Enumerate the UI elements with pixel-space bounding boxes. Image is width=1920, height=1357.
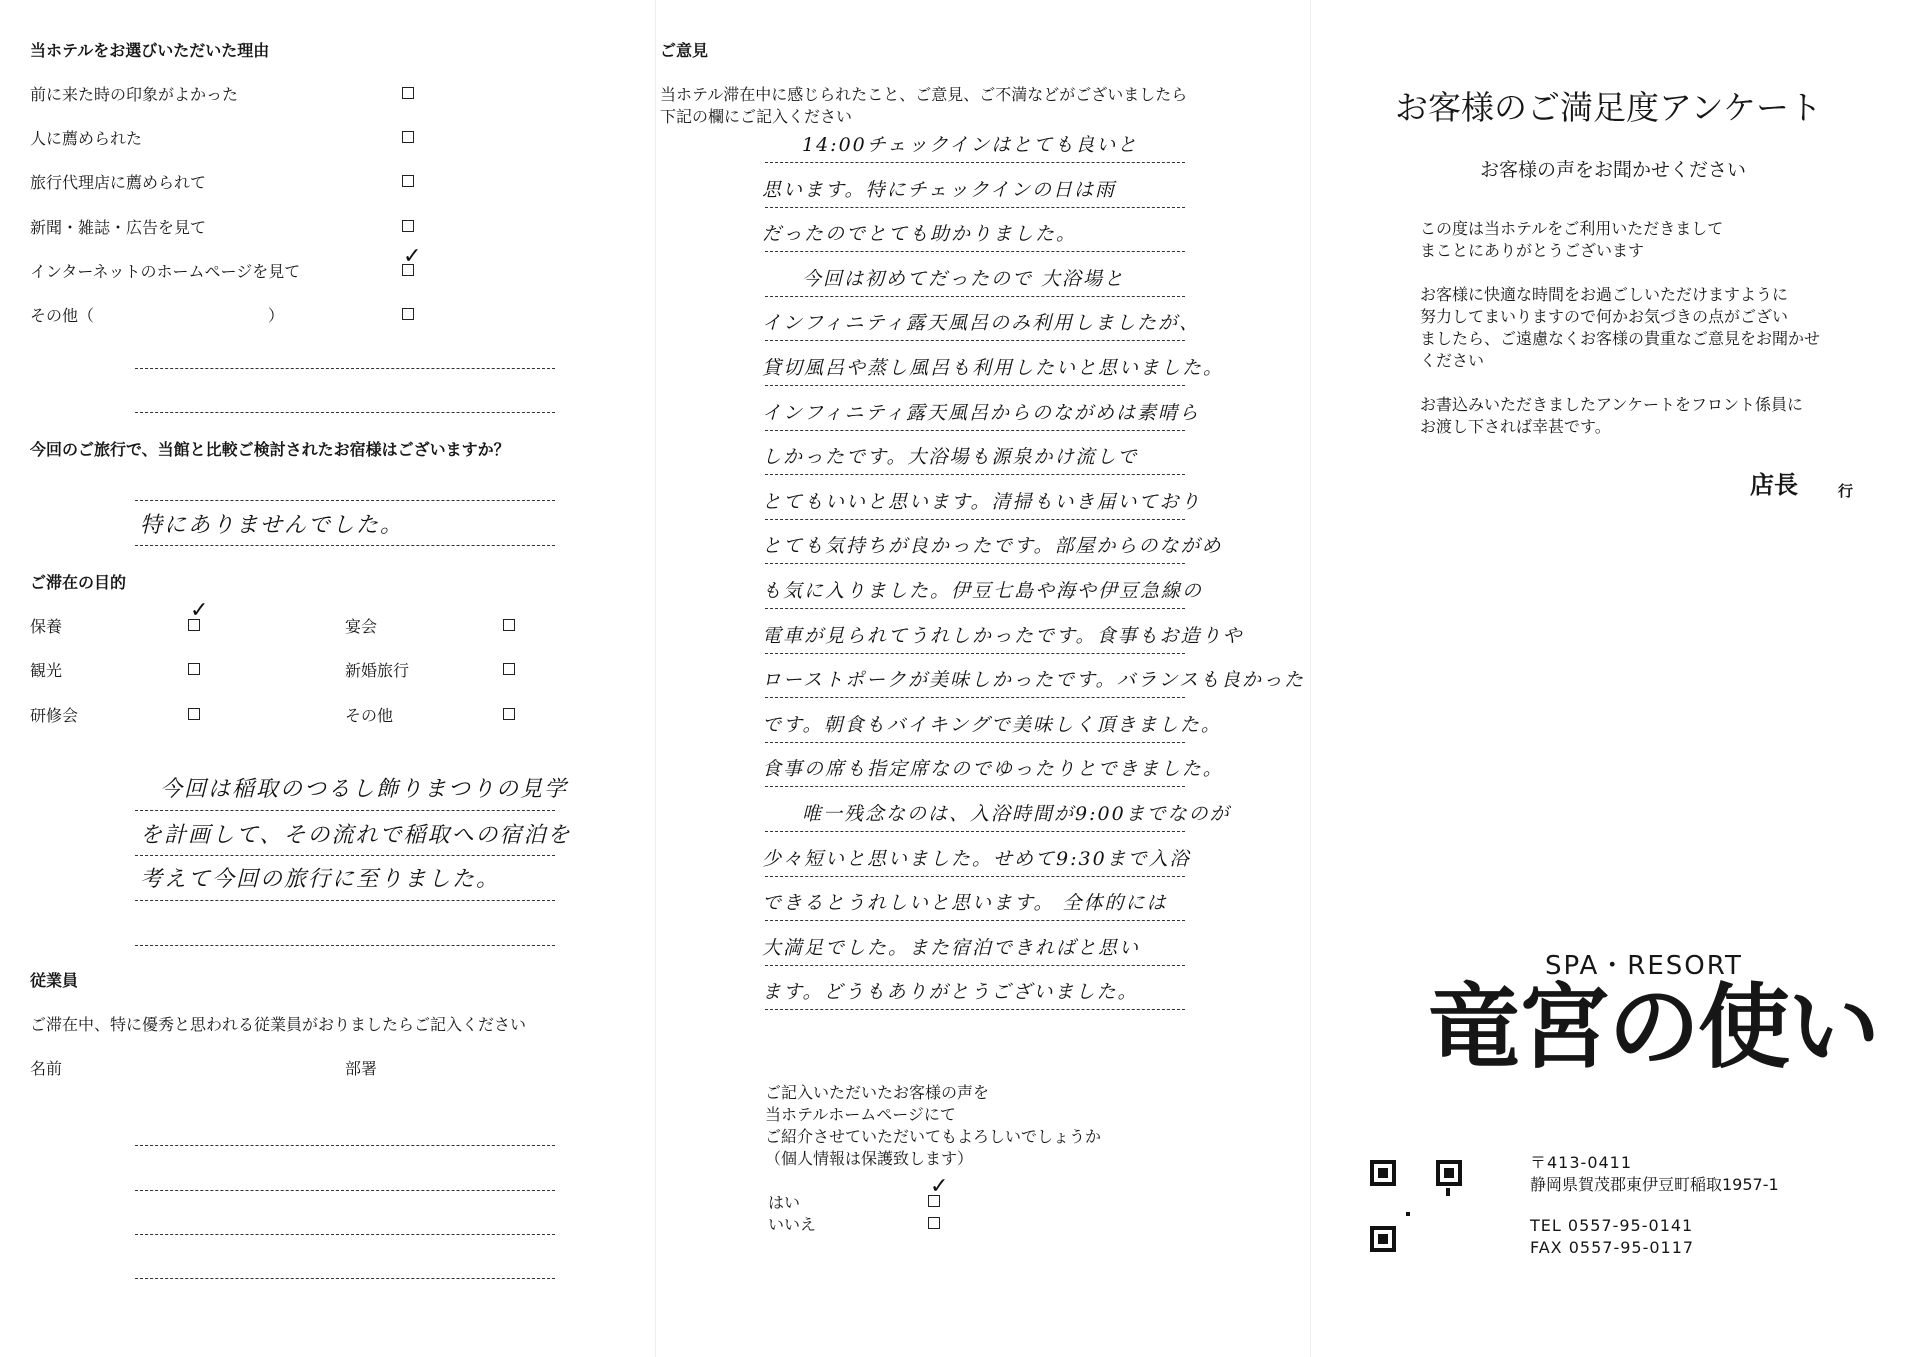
survey-subtitle: お客様の声をお聞かせください (1480, 159, 1747, 181)
reason-checkbox[interactable] (402, 175, 414, 187)
write-line[interactable] (135, 1190, 555, 1191)
opinion-handwritten-line: できるとうれしいと思います。 全体的には (762, 892, 1168, 915)
intro-line: お渡し下されば幸甚です。 (1420, 417, 1611, 436)
opinion-desc-line: 当ホテル滞在中に感じられたこと、ご意見、ご不満などがございましたら (660, 85, 1188, 104)
reason-checkbox[interactable] (402, 308, 414, 320)
write-line[interactable] (765, 385, 1185, 386)
purpose-item-label: 観光 (30, 661, 63, 680)
write-line[interactable] (765, 965, 1185, 966)
reason-heading: 当ホテルをお選びいただいた理由 (30, 41, 270, 60)
opinion-handwritten-line: インフィニティ露天風呂からのながめは素晴ら (762, 401, 1200, 424)
opinion-handwritten-line: 電車が見られてうれしかったです。食事もお造りや (762, 624, 1244, 647)
intro-line: お書込みいただきましたアンケートをフロント係員に (1420, 395, 1804, 414)
write-line[interactable] (135, 1278, 555, 1279)
purpose-item-label: 新婚旅行 (345, 661, 410, 680)
write-line[interactable] (765, 1009, 1185, 1010)
opinion-handwritten-line: しかったです。大浴場も源泉かけ流しで (762, 446, 1139, 469)
consent-line: ご記入いただいたお客様の声を (765, 1083, 990, 1102)
reason-item-label: 前に来た時の印象がよかった (30, 85, 239, 104)
purpose-item-label: 研修会 (30, 706, 79, 725)
purpose-item-label: 宴会 (345, 617, 378, 636)
write-line[interactable] (765, 831, 1185, 832)
consent-no-label: いいえ (768, 1215, 817, 1234)
intro-line: ください (1420, 351, 1485, 370)
addressee-name: 店長 (1750, 470, 1798, 499)
tel-number: TEL 0557-95-0141 (1530, 1216, 1694, 1235)
write-line[interactable] (765, 296, 1185, 297)
write-line[interactable] (765, 876, 1185, 877)
opinion-handwritten-line: インフィニティ露天風呂のみ利用しましたが、 (762, 312, 1200, 335)
opinion-handwritten-line: 思います。特にチェックインの日は雨 (762, 178, 1116, 201)
opinion-handwritten-line: です。朝食もバイキングで美味しく頂きました。 (762, 713, 1222, 736)
reason-item-label: その他（ (30, 306, 95, 325)
write-line[interactable] (765, 474, 1185, 475)
write-line[interactable] (135, 855, 555, 856)
intro-line: まことにありがとうございます (1420, 241, 1645, 260)
staff-heading: 従業員 (30, 971, 79, 990)
write-line[interactable] (135, 545, 555, 546)
consent-line: （個人情報は保護致します） (765, 1149, 974, 1168)
purpose-checkbox[interactable] (188, 663, 200, 675)
write-line[interactable] (765, 653, 1185, 654)
write-line[interactable] (135, 500, 555, 501)
staff-description: ご滞在中、特に優秀と思われる従業員がおりましたらご記入ください (30, 1015, 527, 1034)
purpose-handwritten-line: 考えて今回の旅行に至りました。 (140, 867, 501, 892)
consent-no-checkbox[interactable] (928, 1217, 940, 1229)
postal-code: 〒413-0411 (1530, 1153, 1633, 1172)
reason-item-label: インターネットのホームページを見て (30, 262, 301, 281)
opinion-handwritten-line: ローストポークが美味しかったです。バランスも良かった (762, 669, 1305, 692)
opinion-handwritten-line: 今回は初めてだったので 大浴場と (802, 267, 1126, 290)
write-line[interactable] (135, 945, 555, 946)
purpose-checkbox[interactable] (503, 663, 515, 675)
write-line[interactable] (135, 412, 555, 413)
checkmark-icon: ✓ (190, 598, 209, 623)
compare-heading: 今回のご旅行で、当館と比較ご検討されたお宿様はございますか？ (30, 440, 510, 459)
brand-tagline: SPA・RESORT (1545, 951, 1743, 981)
survey-title: お客様のご満足度アンケート (1395, 88, 1823, 127)
write-line[interactable] (135, 368, 555, 369)
opinion-handwritten-line: 食事の席も指定席なのでゆったりとできました。 (762, 758, 1224, 781)
write-line[interactable] (765, 742, 1185, 743)
write-line[interactable] (765, 519, 1185, 520)
opinion-handwritten-line: 少々短いと思いました。せめて9:30まで入浴 (762, 847, 1191, 870)
other-close-paren: ） (268, 306, 285, 325)
intro-line: 努力してまいりますので何かお気づきの点がござい (1420, 307, 1789, 326)
purpose-item-label: 保養 (30, 617, 63, 636)
purpose-checkbox[interactable] (188, 708, 200, 720)
write-line[interactable] (765, 340, 1185, 341)
consent-line: 当ホテルホームページにて (765, 1105, 956, 1124)
opinion-handwritten-line: ます。どうもありがとうございました。 (762, 981, 1139, 1004)
write-line[interactable] (765, 162, 1185, 163)
write-line[interactable] (765, 697, 1185, 698)
write-line[interactable] (765, 207, 1185, 208)
opinion-handwritten-line: 貸切風呂や蒸し風呂も利用したいと思いました。 (762, 357, 1225, 379)
purpose-checkbox[interactable] (503, 708, 515, 720)
write-line[interactable] (765, 920, 1185, 921)
purpose-handwritten-line: を計画して、その流れで稲取への宿泊を (140, 823, 572, 848)
reason-item-label: 旅行代理店に薦められて (30, 173, 207, 192)
write-line[interactable] (765, 251, 1185, 252)
purpose-handwritten-line: 今回は稲取のつるし飾りまつりの見学 (160, 777, 569, 802)
intro-line: この度は当ホテルをご利用いただきまして (1420, 219, 1724, 238)
reason-checkbox[interactable] (402, 220, 414, 232)
compare-handwritten-answer: 特にありませんでした。 (140, 513, 405, 538)
opinion-handwritten-line: だったのでとても助かりました。 (762, 223, 1078, 246)
fax-number: FAX 0557-95-0117 (1530, 1238, 1695, 1257)
staff-name-label: 名前 (30, 1059, 63, 1078)
opinion-handwritten-line: も気に入りました。伊豆七島や海や伊豆急線の (762, 580, 1204, 602)
intro-line: ましたら、ご遠慮なくお客様の貴重なご意見をお聞かせ (1420, 329, 1821, 348)
qr-code-icon[interactable] (1370, 1160, 1462, 1252)
reason-item-label: 人に薦められた (30, 129, 143, 148)
purpose-checkbox[interactable] (503, 619, 515, 631)
write-line[interactable] (135, 1145, 555, 1146)
opinion-heading: ご意見 (660, 41, 709, 60)
consent-line: ご紹介させていただいてもよろしいでしょうか (765, 1127, 1102, 1146)
checkmark-icon: ✓ (403, 244, 422, 269)
opinion-handwritten-line: 14:00チェックインはとても良いと (802, 134, 1139, 156)
brand-logo: 竜宮の使い (1428, 973, 1879, 1081)
write-line[interactable] (765, 786, 1185, 787)
purpose-heading: ご滞在の目的 (30, 573, 127, 592)
addressee-suffix: 行 (1838, 482, 1854, 500)
write-line[interactable] (765, 430, 1185, 431)
opinion-handwritten-line: 大満足でした。また宿泊できればと思い (762, 936, 1141, 959)
opinion-desc-line: 下記の欄にご記入ください (660, 107, 853, 126)
write-line[interactable] (135, 810, 555, 811)
reason-checkbox[interactable] (402, 131, 414, 143)
opinion-handwritten-line: とてもいいと思います。清掃もいき届いており (762, 490, 1202, 513)
purpose-item-label: その他 (345, 706, 394, 725)
street-address: 静岡県賀茂郡東伊豆町稲取1957-1 (1530, 1175, 1779, 1194)
consent-yes-label: はい (768, 1193, 801, 1212)
intro-line: お客様に快適な時間をお過ごしいただけますように (1420, 285, 1789, 304)
checkmark-icon: ✓ (930, 1174, 949, 1199)
write-line[interactable] (135, 1234, 555, 1235)
write-line[interactable] (765, 608, 1185, 609)
opinion-handwritten-line: 唯一残念なのは、入浴時間が9:00までなのが (802, 803, 1231, 825)
reason-item-label: 新聞・雑誌・広告を見て (30, 218, 207, 237)
opinion-handwritten-line: とても気持ちが良かったです。部屋からのながめ (762, 535, 1223, 558)
reason-checkbox[interactable] (402, 87, 414, 99)
write-line[interactable] (135, 900, 555, 901)
staff-dept-label: 部署 (345, 1059, 378, 1078)
write-line[interactable] (765, 563, 1185, 564)
